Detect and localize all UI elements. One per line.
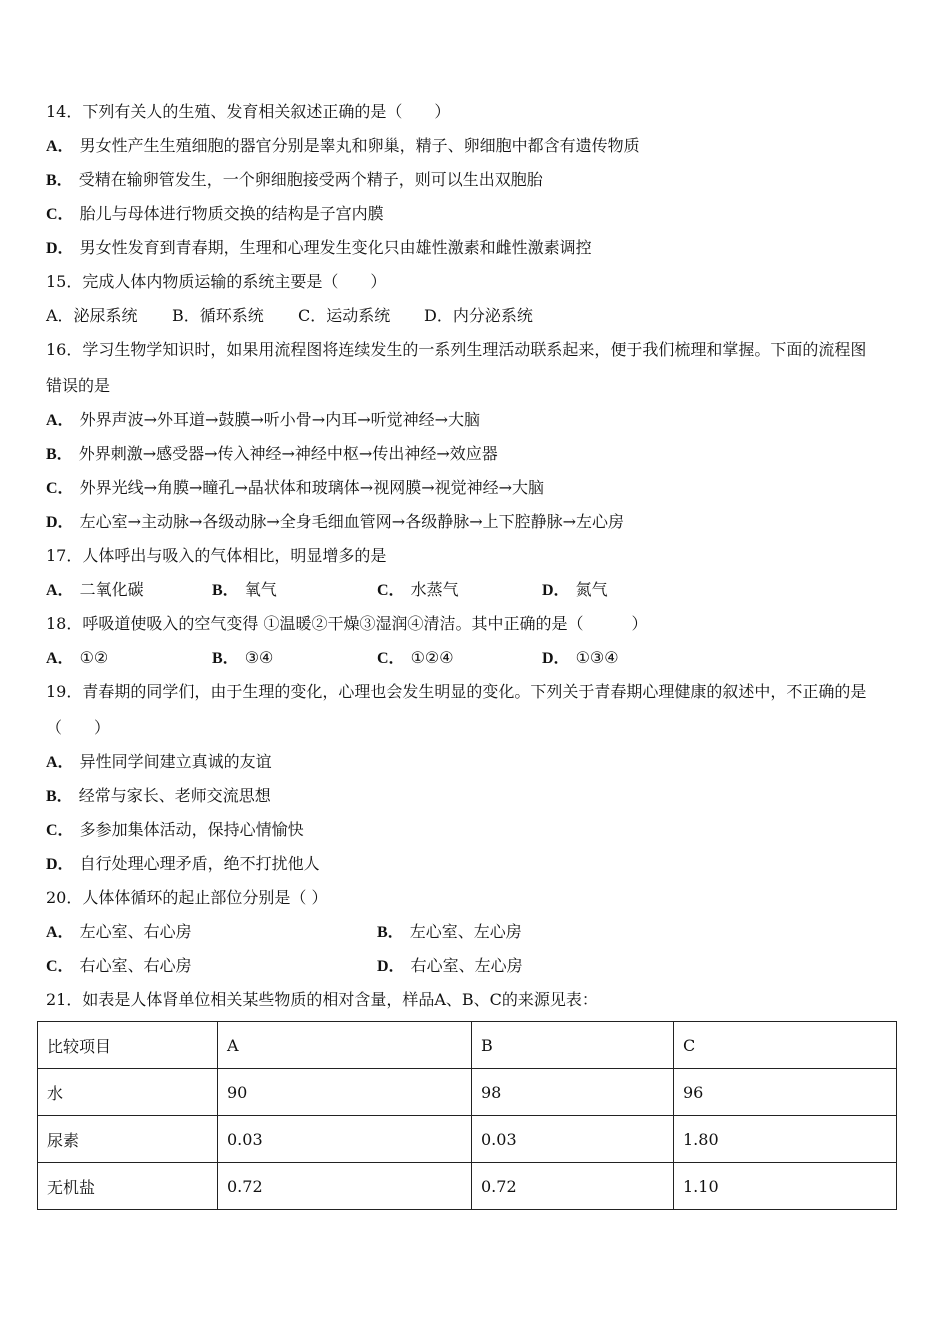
table-header-cell: C xyxy=(674,1022,897,1069)
table-row xyxy=(38,1069,897,1116)
question-20-option-c[interactable]: C． 右心室、右心房 xyxy=(46,956,192,975)
table-header-row xyxy=(38,1022,897,1069)
table-cell: 尿素 xyxy=(38,1116,218,1163)
table-header-cell: 比较项目 xyxy=(38,1022,218,1069)
table-header-cell: B xyxy=(472,1022,674,1069)
question-20-options-row2 xyxy=(46,956,523,977)
question-19-option-c[interactable]: C． 多参加集体活动，保持心情愉快 xyxy=(46,820,304,839)
question-19-option-a[interactable]: A． 异性同学间建立真诚的友谊 xyxy=(46,752,272,771)
question-15-option-c[interactable]: C．运动系统 xyxy=(298,306,391,325)
question-16-option-b[interactable]: B． 外界刺激→感受器→传入神经→神经中枢→传出神经→效应器 xyxy=(46,444,498,463)
question-18-option-a[interactable]: A． ①② xyxy=(46,648,109,667)
question-20-stem: 20．人体体循环的起止部位分别是（ ） xyxy=(46,888,328,907)
table-cell: 1.80 xyxy=(674,1116,897,1163)
question-19-option-b[interactable]: B． 经常与家长、老师交流思想 xyxy=(46,786,271,805)
comparison-table xyxy=(37,1021,897,1210)
table-row xyxy=(38,1116,897,1163)
question-15-options xyxy=(46,306,533,326)
table-cell: 96 xyxy=(674,1069,897,1116)
question-18-options xyxy=(46,648,619,669)
question-16-stem-line1: 16．学习生物学知识时，如果用流程图将连续发生的一系列生理活动联系起来，便于我们梳理和掌握。下面的流程图 xyxy=(46,340,867,359)
table-header-cell: A xyxy=(218,1022,472,1069)
question-14-stem: 14．下列有关人的生殖、发育相关叙述正确的是（ ） xyxy=(46,102,451,121)
question-19-stem-line2: （ ） xyxy=(46,718,111,737)
question-18-option-d[interactable]: D． ①③④ xyxy=(542,648,619,667)
question-17-option-a[interactable]: A． 二氧化碳 xyxy=(46,580,144,599)
question-18-option-b[interactable]: B． ③④ xyxy=(212,648,274,667)
table-cell: 98 xyxy=(472,1069,674,1116)
question-15-option-d[interactable]: D．内分泌系统 xyxy=(424,306,533,325)
question-15-option-a[interactable]: A．泌尿系统 xyxy=(46,306,138,325)
question-15-option-b[interactable]: B．循环系统 xyxy=(172,306,264,325)
question-19-stem-line1: 19．青春期的同学们，由于生理的变化，心理也会发生明显的变化。下列关于青春期心理健康的叙述中，不正确的是 xyxy=(46,682,867,701)
question-17-option-c[interactable]: C． 水蒸气 xyxy=(377,580,459,599)
table-cell: 0.72 xyxy=(472,1163,674,1210)
question-15-stem: 15．完成人体内物质运输的系统主要是（ ） xyxy=(46,272,387,291)
question-17-stem: 17．人体呼出与吸入的气体相比，明显增多的是 xyxy=(46,546,387,565)
question-14-option-a[interactable]: A． 男女性产生生殖细胞的器官分别是睾丸和卵巢，精子、卵细胞中都含有遗传物质 xyxy=(46,136,640,155)
question-16-stem-line2: 错误的是 xyxy=(46,376,111,395)
table-row xyxy=(38,1163,897,1210)
question-16-option-c[interactable]: C． 外界光线→角膜→瞳孔→晶状体和玻璃体→视网膜→视觉神经→大脑 xyxy=(46,478,545,497)
table-cell: 0.72 xyxy=(218,1163,472,1210)
question-20-options-row1 xyxy=(46,922,522,943)
table-cell: 无机盐 xyxy=(38,1163,218,1210)
table-cell: 1.10 xyxy=(674,1163,897,1210)
question-20-option-d[interactable]: D． 右心室、左心房 xyxy=(377,956,523,975)
question-16-option-d[interactable]: D． 左心室→主动脉→各级动脉→全身毛细血管网→各级静脉→上下腔静脉→左心房 xyxy=(46,512,625,531)
table-cell: 水 xyxy=(38,1069,218,1116)
question-14-option-d[interactable]: D． 男女性发育到青春期，生理和心理发生变化只由雄性激素和雌性激素调控 xyxy=(46,238,592,257)
question-20-option-b[interactable]: B． 左心室、左心房 xyxy=(377,922,522,941)
question-14-option-b[interactable]: B． 受精在输卵管发生，一个卵细胞接受两个精子，则可以生出双胞胎 xyxy=(46,170,543,189)
question-21-stem: 21．如表是人体肾单位相关某些物质的相对含量，样品A、B、C的来源见表： xyxy=(46,990,598,1009)
question-17-option-d[interactable]: D． 氮气 xyxy=(542,580,608,599)
question-18-option-c[interactable]: C． ①②④ xyxy=(377,648,454,667)
question-18-stem: 18．呼吸道使吸入的空气变得 ①温暖②干燥③湿润④清洁。其中正确的是（ ） xyxy=(46,614,648,633)
question-17-options xyxy=(46,580,608,601)
question-16-option-a[interactable]: A． 外界声波→外耳道→鼓膜→听小骨→内耳→听觉神经→大脑 xyxy=(46,410,481,429)
question-19-option-d[interactable]: D． 自行处理心理矛盾，绝不打扰他人 xyxy=(46,854,320,873)
question-17-option-b[interactable]: B． 氧气 xyxy=(212,580,277,599)
table-cell: 0.03 xyxy=(472,1116,674,1163)
table-cell: 90 xyxy=(218,1069,472,1116)
question-20-option-a[interactable]: A． 左心室、右心房 xyxy=(46,922,192,941)
table-cell: 0.03 xyxy=(218,1116,472,1163)
question-14-option-c[interactable]: C． 胎儿与母体进行物质交换的结构是子宫内膜 xyxy=(46,204,384,223)
